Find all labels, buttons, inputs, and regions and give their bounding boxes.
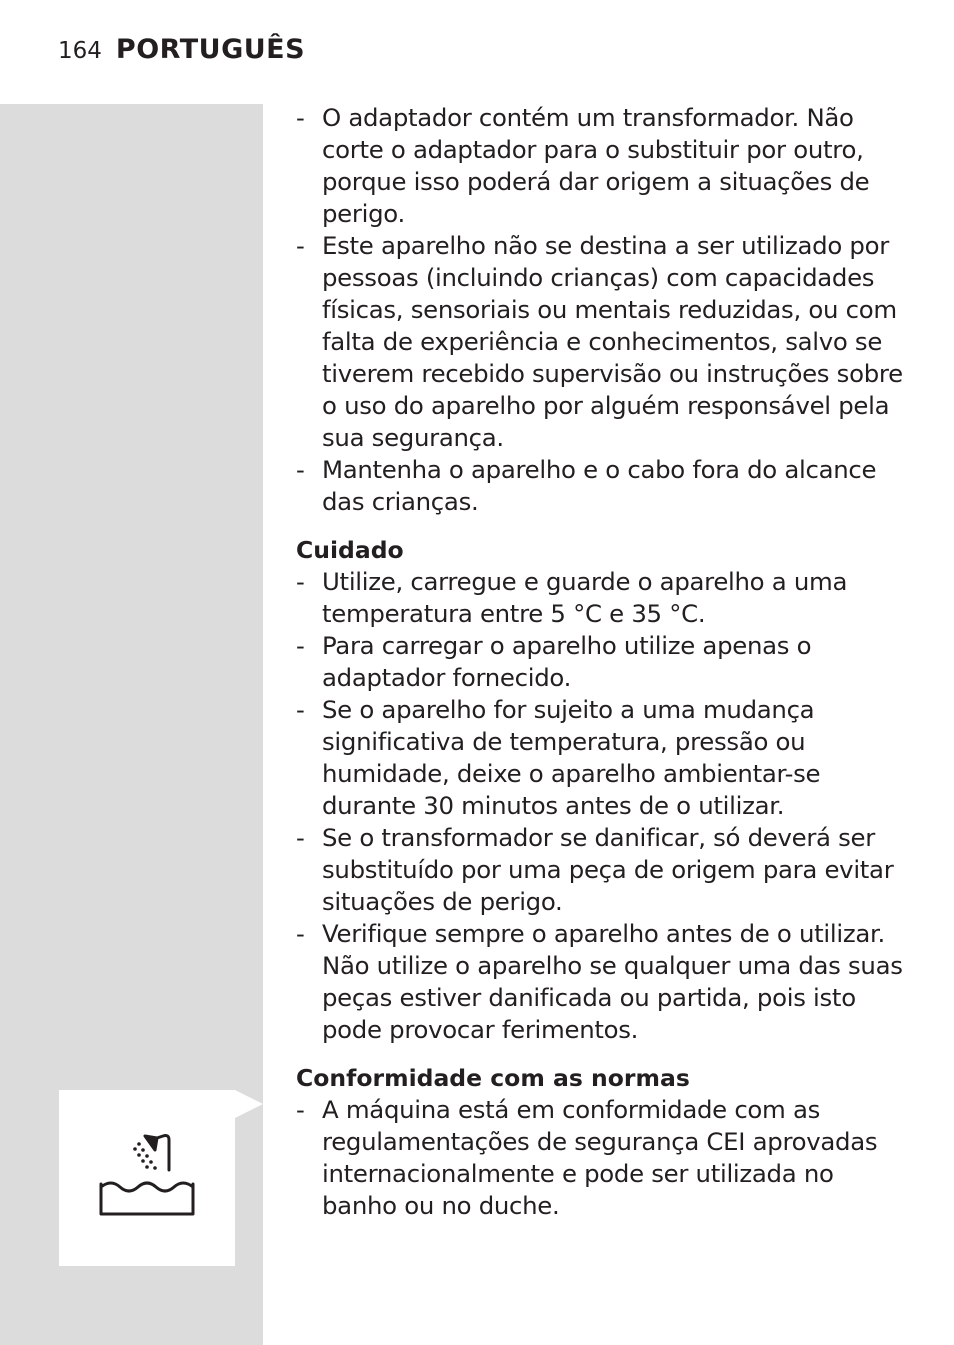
list-item: - Se o aparelho for sujeito a uma mudança significativa de temperatura, pressão ou humidade, deixe o aparelho ambientar-se durante 30 minutos antes de o utilizar.: [296, 694, 906, 822]
intro-list: [296, 102, 906, 518]
list-item: - Se o transformador se danificar, só deverá ser substituído por uma peça de origem para evitar situações de perigo.: [296, 822, 906, 918]
page-number: 164: [58, 38, 102, 64]
list-item: - Este aparelho não se destina a ser utilizado por pessoas (incluindo crianças) com capacidades físicas, sensoriais ou mentais reduzidas, ou com falta de experiência e conhecimentos, salvo se tiverem recebido supervisão ou instruções sobre o uso do aparelho por alguém responsável pela sua segurança.: [296, 230, 906, 454]
care-heading: Cuidado: [296, 536, 404, 564]
list-item: - A máquina está em conformidade com as regulamentações de segurança CEI aprovadas internacionalmente e pode ser utilizada no banho ou no duche.: [296, 1094, 906, 1222]
standards-heading: Conformidade com as normas: [296, 1064, 690, 1092]
shower-bath-icon: [59, 1090, 235, 1266]
list-item: - Mantenha o aparelho e o cabo fora do alcance das crianças.: [296, 454, 906, 518]
list-item: - Utilize, carregue e guarde o aparelho a uma temperatura entre 5 °C e 35 °C.: [296, 566, 906, 630]
list-item: - Para carregar o aparelho utilize apenas o adaptador fornecido.: [296, 630, 906, 694]
list-item: - Verifique sempre o aparelho antes de o utilizar. Não utilize o aparelho se qualquer uma das suas peças estiver danificada ou partida, pois isto pode provocar ferimentos.: [296, 918, 906, 1046]
language-title: PORTUGUÊS: [115, 34, 306, 65]
page-header: [58, 34, 305, 65]
list-item: - O adaptador contém um transformador. Não corte o adaptador para o substituir por outro, porque isso poderá dar origem a situações de perigo.: [296, 102, 906, 230]
shower-bath-icon-box: [59, 1090, 235, 1266]
icon-pointer: [235, 1090, 263, 1118]
standards-list: [296, 1094, 906, 1222]
main-content: [296, 102, 906, 1222]
care-list: [296, 566, 906, 1046]
